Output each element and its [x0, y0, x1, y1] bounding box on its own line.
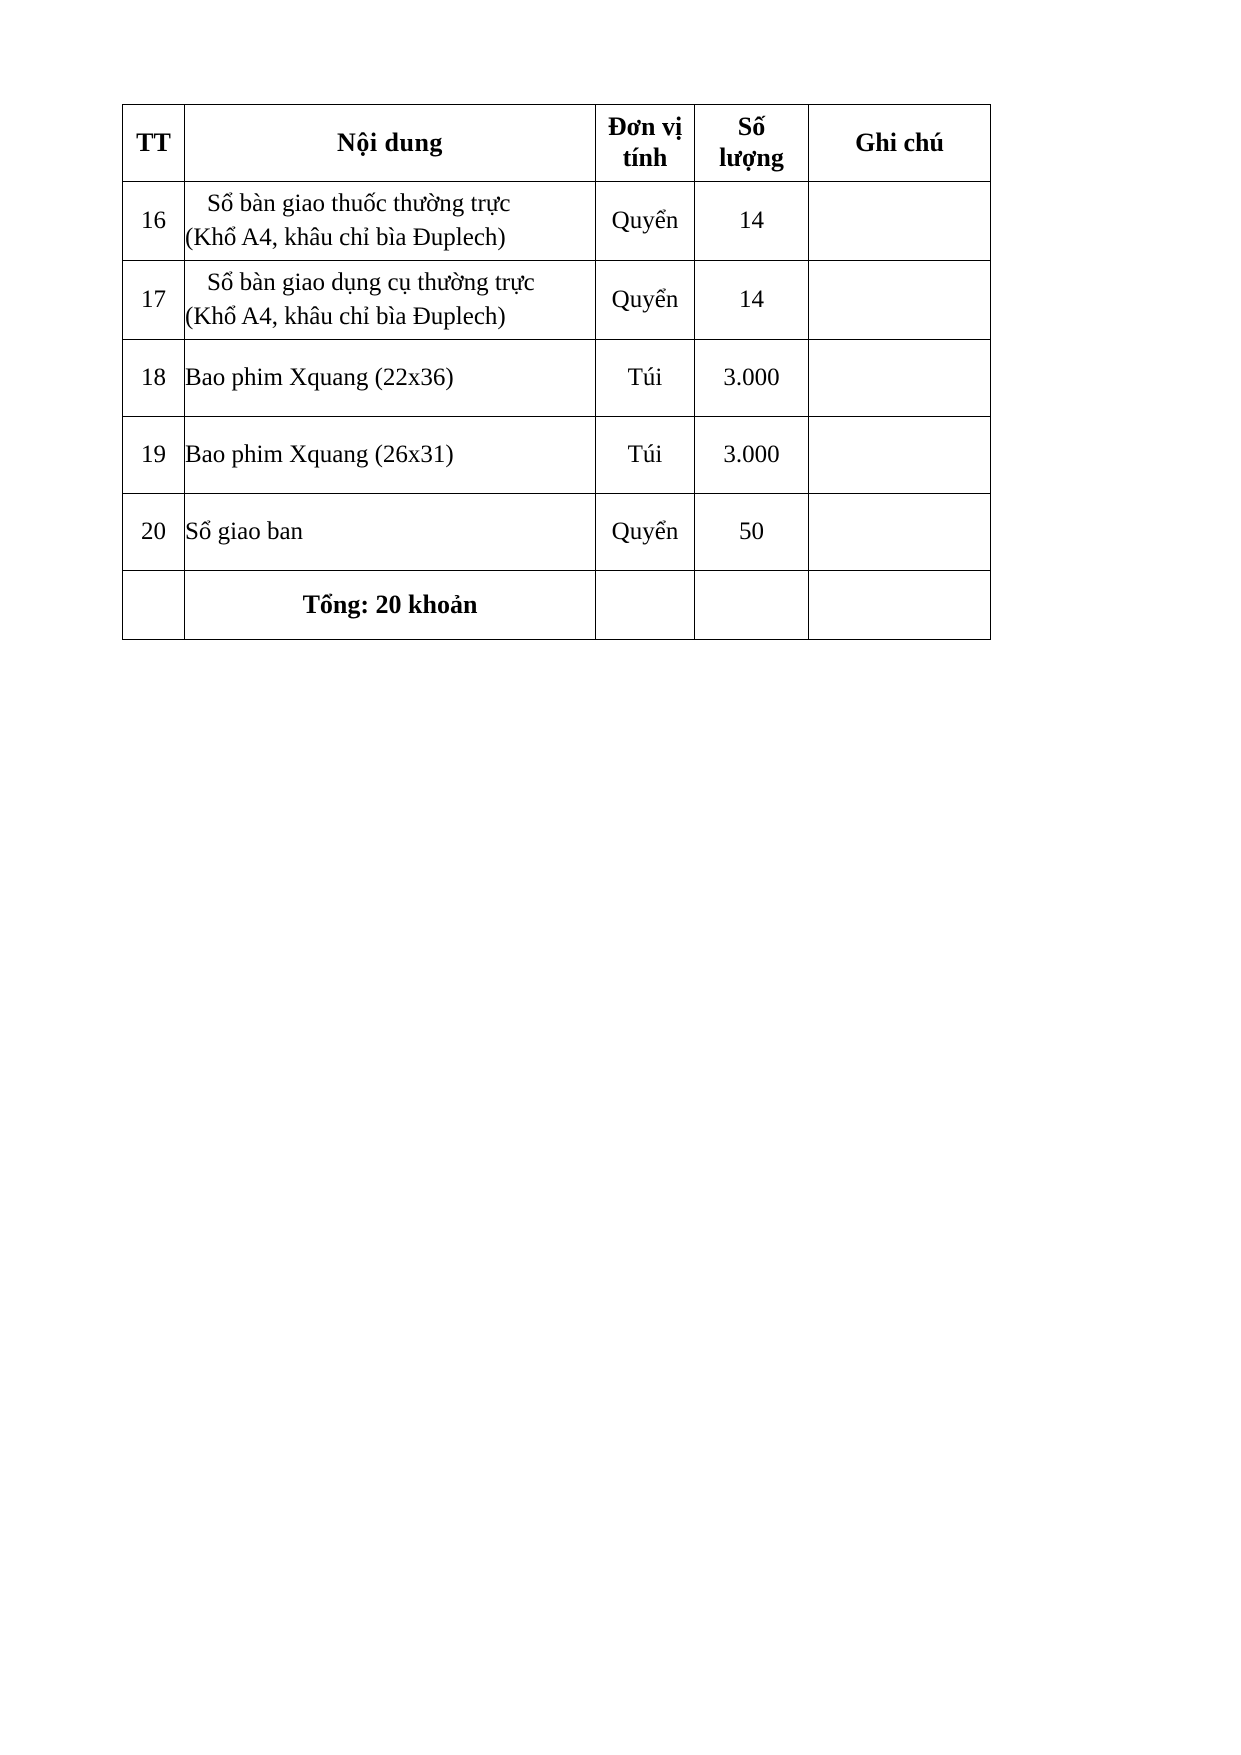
header-don-vi-line1: Đơn vị: [607, 112, 683, 142]
row-content-line1: Sổ bàn giao dụng cụ thường trực: [207, 269, 535, 297]
row-content: [185, 261, 596, 340]
row-content: Sổ giao ban: [185, 494, 596, 571]
total-quantity: [695, 571, 809, 640]
row-note: [809, 417, 991, 494]
row-unit: Quyển: [596, 182, 695, 261]
row-content-line1: Sổ bàn giao thuốc thường trực: [207, 190, 511, 218]
header-cell-so-luong: [695, 105, 809, 182]
total-note: [809, 571, 991, 640]
header-so-luong-line2: lượng: [719, 143, 784, 172]
row-content: Bao phim Xquang (26x31): [185, 417, 596, 494]
table-row: [123, 182, 991, 261]
row-content: Bao phim Xquang (22x36): [185, 340, 596, 417]
table-row: [123, 261, 991, 340]
total-label: Tổng: 20 khoản: [185, 571, 596, 640]
row-note: [809, 340, 991, 417]
row-number: 20: [123, 494, 185, 571]
row-quantity: 3.000: [695, 340, 809, 417]
row-quantity: 14: [695, 182, 809, 261]
table-header-row: [123, 105, 991, 182]
row-content-line2: (Khổ A4, khâu chỉ bìa Đuplech): [185, 303, 506, 330]
row-number: 17: [123, 261, 185, 340]
header-so-luong-line1: Số: [737, 112, 766, 142]
header-cell-don-vi-tinh: [596, 105, 695, 182]
row-note: [809, 182, 991, 261]
row-quantity: 50: [695, 494, 809, 571]
header-don-vi-line2: tính: [622, 143, 668, 172]
total-unit: [596, 571, 695, 640]
row-content-line2: (Khổ A4, khâu chỉ bìa Đuplech): [185, 224, 506, 251]
table-row: [123, 340, 991, 417]
row-quantity: 14: [695, 261, 809, 340]
total-row-number: [123, 571, 185, 640]
header-cell-ghi-chu: Ghi chú: [809, 105, 991, 182]
row-number: 16: [123, 182, 185, 261]
table-row: [123, 417, 991, 494]
row-content: [185, 182, 596, 261]
row-unit: Quyển: [596, 261, 695, 340]
table-total-row: [123, 571, 991, 640]
row-number: 19: [123, 417, 185, 494]
header-cell-tt: TT: [123, 105, 185, 182]
row-note: [809, 261, 991, 340]
row-unit: Túi: [596, 340, 695, 417]
row-quantity: 3.000: [695, 417, 809, 494]
row-unit: Túi: [596, 417, 695, 494]
header-cell-noi-dung: Nội dung: [185, 105, 596, 182]
row-unit: Quyển: [596, 494, 695, 571]
row-number: 18: [123, 340, 185, 417]
row-note: [809, 494, 991, 571]
inventory-table: [122, 104, 991, 640]
table-row: [123, 494, 991, 571]
table-container: [122, 104, 990, 640]
